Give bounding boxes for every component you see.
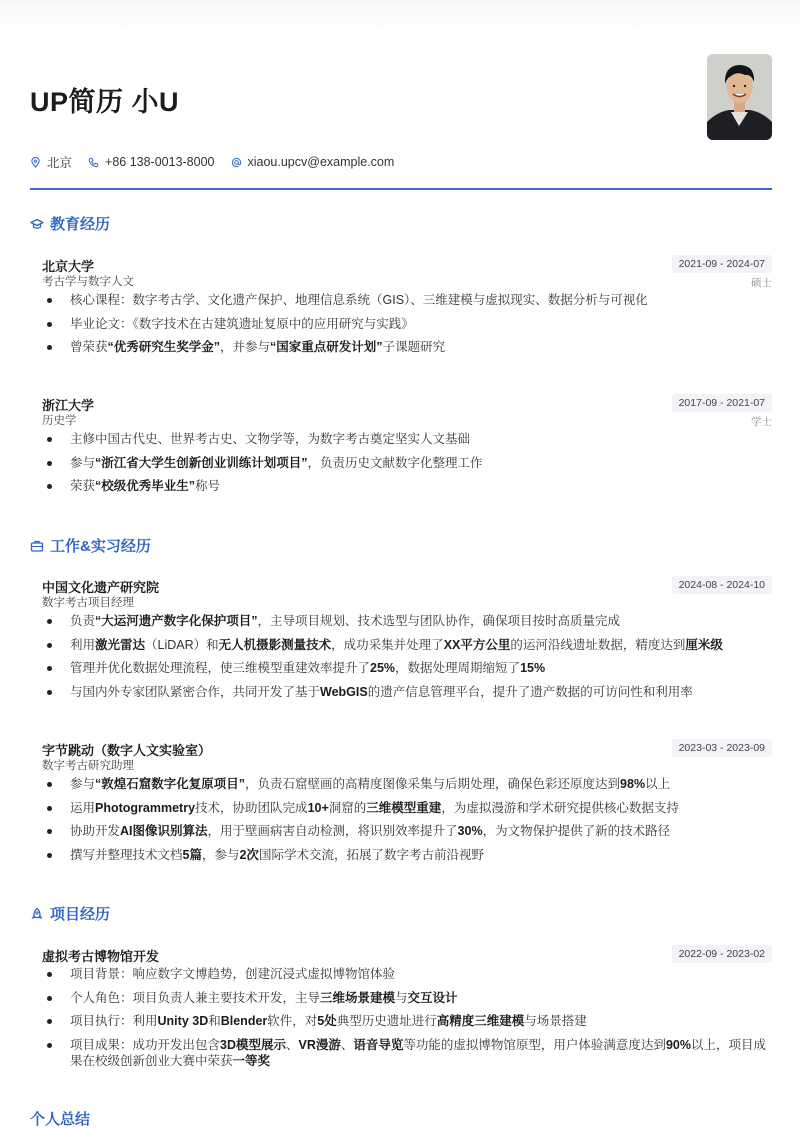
section-work-title: 工作&实习经历 (30, 535, 151, 556)
bullet-item: 利用激光雷达（LiDAR）和无人机摄影测量技术，成功采集并处理了XX平方公里的运河沿线遗址数据，精度达到厘米级 (42, 637, 772, 653)
degree-text: 学士 (751, 416, 772, 428)
company-name: 字节跳动（数字人文实验室） (42, 743, 212, 758)
bullet-item: 项目执行：利用Unity 3D和Blender软件，对5处典型历史遗址进行高精度三维建模与场景搭建 (42, 1013, 772, 1029)
education-entry (42, 256, 772, 363)
major-text: 考古学与数字人文 (42, 276, 134, 288)
bullet-item: 参与“敦煌石窟数字化复原项目”，负责石窟壁画的高精度图像采集与后期处理，确保色彩还原度达到98%以上 (42, 776, 772, 792)
company-name: 中国文化遗产研究院 (42, 580, 160, 595)
graduation-cap-icon (30, 217, 44, 231)
contact-location (30, 153, 72, 171)
bullet-item: 协助开发AI图像识别算法，用于壁画病害自动检测，将识别效率提升了30%，为文物保护提供了新的技术路径 (42, 823, 772, 839)
bullet-item: 与国内外专家团队紧密合作，共同开发了基于WebGIS的遗产信息管理平台，提升了遗产数据的可访问性和利用率 (42, 684, 772, 700)
bullet-item: 荣获“校级优秀毕业生”称号 (42, 478, 772, 494)
date-badge: 2024-08 - 2024-10 (672, 576, 772, 594)
contact-info (30, 153, 394, 171)
contact-email[interactable] (231, 153, 395, 171)
bullet-item: 参与“浙江省大学生创新创业训练计划项目”，负责历史文献数字化整理工作 (42, 455, 772, 471)
degree-text: 硕士 (751, 277, 772, 289)
role-text: 数字考古项目经理 (42, 597, 134, 609)
school-name: 浙江大学 (42, 398, 95, 413)
email-text[interactable]: xiaou.upcv@example.com (247, 155, 395, 169)
bullet-item: 管理并优化数据处理流程，使三维模型重建效率提升了25%，数据处理周期缩短了15% (42, 660, 772, 676)
section-summary-title: 个人总结 (30, 1111, 91, 1128)
project-name: 虚拟考古博物馆开发 (42, 949, 160, 964)
rocket-icon (30, 907, 44, 921)
contact-phone[interactable] (88, 153, 214, 171)
date-badge: 2022-09 - 2023-02 (672, 945, 772, 963)
bullet-item: 毕业论文：《数字技术在古建筑遗址复原中的应用研究与实践》 (42, 316, 772, 332)
phone-text[interactable]: +86 138-0013-8000 (105, 155, 215, 169)
location-pin-icon (30, 157, 41, 168)
project-entry (42, 946, 772, 1077)
phone-icon (88, 157, 99, 168)
bullet-item: 主修中国古代史、世界考古史、文物学等，为数字考古奠定坚实人文基础 (42, 431, 772, 447)
section-education-title: 教育经历 (30, 213, 110, 234)
date-badge: 2017-09 - 2021-07 (672, 394, 772, 412)
role-text: 数字考古研究助理 (42, 760, 134, 772)
page-top-shadow (0, 0, 800, 26)
bullet-item: 个人角色：项目负责人兼主要技术开发，主导三维场景建模与交互设计 (42, 990, 772, 1006)
bullet-item: 负责“大运河遗产数字化保护项目”，主导项目规划、技术选型与团队协作，确保项目按时高质量完成 (42, 613, 772, 629)
bullet-list (42, 613, 772, 700)
candidate-name: UP简历 小U (30, 87, 180, 117)
major-text: 历史学 (42, 415, 77, 427)
work-entry (42, 740, 772, 871)
bullet-list (42, 431, 772, 494)
header-divider (30, 188, 772, 190)
date-badge: 2021-09 - 2024-07 (672, 255, 772, 273)
school-name: 北京大学 (42, 259, 95, 274)
education-entry (42, 395, 772, 502)
at-sign-icon (231, 157, 242, 168)
bullet-list (42, 966, 772, 1069)
bullet-item: 运用Photogrammetry技术，协助团队完成10+洞窟的三维模型重建，为虚拟漫游和学术研究提供核心数据支持 (42, 800, 772, 816)
section-projects-title: 项目经历 (30, 903, 110, 924)
briefcase-icon (30, 539, 44, 553)
profile-photo (707, 54, 772, 140)
bullet-list (42, 292, 772, 355)
bullet-item: 曾荣获“优秀研究生奖学金”，并参与“国家重点研发计划”子课题研究 (42, 339, 772, 355)
bullet-list (42, 776, 772, 863)
bullet-item: 核心课程：数字考古学、文化遗产保护、地理信息系统（GIS）、三维建模与虚拟现实、数据分析与可视化 (42, 292, 772, 308)
date-badge: 2023-03 - 2023-09 (672, 739, 772, 757)
location-text: 北京 (47, 156, 73, 170)
work-entry (42, 577, 772, 708)
bullet-item: 撰写并整理技术文档5篇，参与2次国际学术交流，拓展了数字考古前沿视野 (42, 847, 772, 863)
bullet-item: 项目背景：响应数字文博趋势，创建沉浸式虚拟博物馆体验 (42, 966, 772, 982)
bullet-item: 项目成果：成功开发出包含3D模型展示、VR漫游、语音导览等功能的虚拟博物馆原型，用户体验满意度达到90%以上，项目成果在校级创新创业大赛中荣获一等奖 (42, 1037, 772, 1069)
